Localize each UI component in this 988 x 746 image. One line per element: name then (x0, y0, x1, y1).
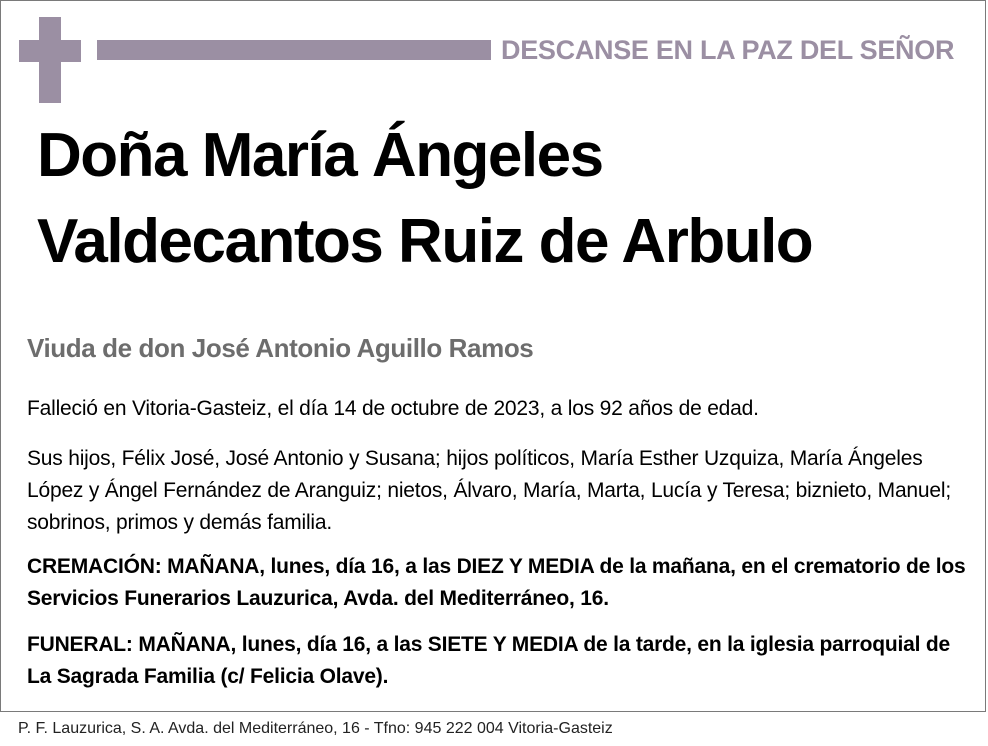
widow-of-line: Viuda de don José Antonio Aguillo Ramos (27, 333, 534, 363)
name-line-1: Doña María Ángeles (37, 121, 603, 190)
death-notice: Falleció en Vitoria-Gasteiz, el día 14 de octubre de 2023, a los 92 años de edad. (27, 397, 759, 420)
rip-tagline: DESCANSE EN LA PAZ DEL SEÑOR (501, 35, 955, 65)
header-bar (97, 40, 491, 60)
funeral-notice: FUNERAL: MAÑANA, lunes, día 16, a las SIETE Y MEDIA de la tarde, en la iglesia parroquial de La Sagrada Familia (c/ Felicia Olave). (27, 633, 950, 688)
name-line-2: Valdecantos Ruiz de Arbulo (37, 207, 813, 276)
deceased-name (37, 113, 977, 285)
funeral-home-footer: P. F. Lauzurica, S. A. Avda. del Mediterráneo, 16 - Tfno: 945 222 004 Vitoria-Gasteiz (18, 720, 613, 737)
family-list: Sus hijos, Félix José, José Antonio y Susana; hijos políticos, María Esther Uzquiza, María Ángeles López y Ángel Fernández de Aranguiz; nietos, Álvaro, María, Marta, Lucía y Teresa; biznieto, Manuel; sobrinos, primos y demás familia. (27, 447, 951, 534)
cremation-notice: CREMACIÓN: MAÑANA, lunes, día 16, a las DIEZ Y MEDIA de la mañana, en el crematorio de los Servicios Funerarios Lauzurica, Avda. del Mediterráneo, 16. (27, 555, 966, 610)
cross-icon (19, 17, 81, 103)
